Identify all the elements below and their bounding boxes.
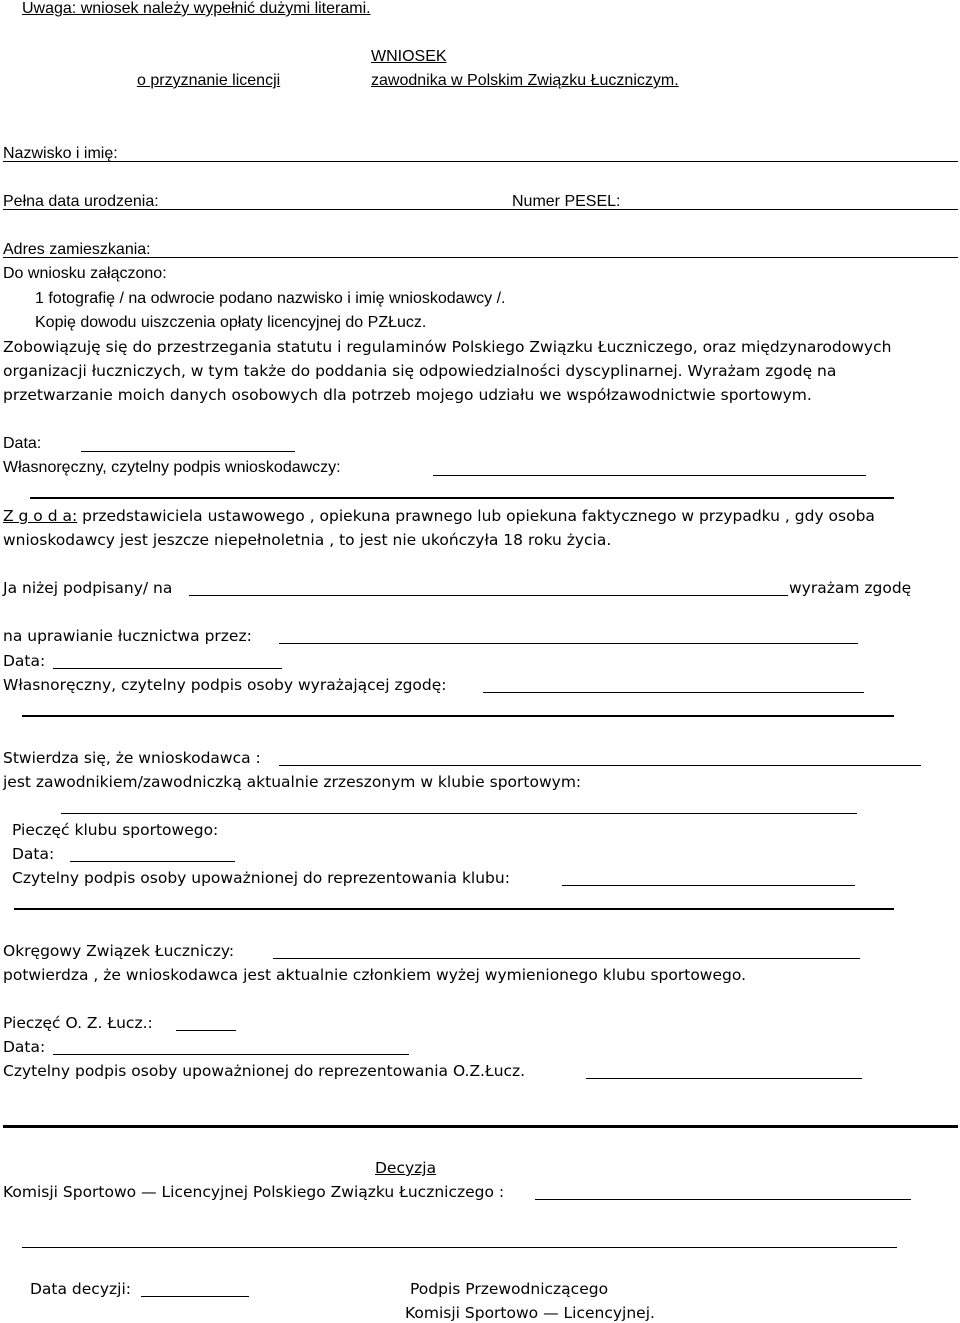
club-signature-field[interactable] — [562, 885, 855, 886]
form-title: WNIOSEK — [371, 48, 447, 65]
applicant-signature-field[interactable] — [433, 475, 866, 476]
commission-field[interactable] — [535, 1199, 911, 1200]
fill-notice: Uwaga: wniosek należy wypełnić dużymi literami. — [22, 0, 371, 17]
club-date-label: Data: — [12, 845, 55, 863]
agree-label: wyrażam zgodę — [789, 579, 912, 597]
club-signature-label: Czytelny podpis osoby upoważnionej do reprezentowania klubu: — [12, 869, 510, 887]
consent-line-2: wnioskodawcy jest jeszcze niepełnoletnia , to jest nie ukończyła 18 roku życia. — [3, 531, 612, 549]
form-subtitle-a: o przyznanie licencji — [137, 72, 281, 89]
birth-pesel-field[interactable] — [3, 209, 958, 210]
club-member-label: jest zawodnikiem/zawodniczką aktualnie zrzeszonym w klubie sportowym: — [3, 773, 582, 791]
name-field[interactable] — [3, 161, 958, 162]
form-subtitle-b: zawodnika w Polskim Związku Łuczniczym. — [371, 72, 679, 89]
section-divider — [14, 908, 894, 910]
attachment-photo: 1 fotografię / na odwrocie podano nazwisko i imię wnioskodawcy /. — [35, 290, 506, 307]
district-union-label: Okręgowy Związek Łuczniczy: — [3, 942, 235, 960]
section-divider — [3, 1125, 958, 1128]
guardian-label: Ja niżej podpisany/ na — [3, 579, 173, 597]
club-confirm-label: Stwierdza się, że wnioskodawca : — [3, 749, 261, 767]
declaration-line-2: organizacji łuczniczych, w tym także do poddania się odpowiedzialności dyscyplinarnej. Wyrażam zgodę na — [3, 362, 837, 380]
decision-heading: Decyzja — [375, 1159, 437, 1177]
decision-text-field[interactable] — [22, 1247, 897, 1248]
guardian-signature-field[interactable] — [483, 692, 864, 693]
applicant-confirm-field[interactable] — [279, 765, 921, 766]
applicant-signature-label: Własnoręczny, czytelny podpis wnioskodawczy: — [3, 459, 341, 476]
section-divider — [30, 497, 894, 499]
address-field[interactable] — [3, 257, 958, 258]
decision-date-label: Data decyzji: — [30, 1280, 131, 1298]
applicant-date-label: Data: — [3, 435, 42, 452]
guardian-date-label: Data: — [3, 652, 46, 670]
decision-date-field[interactable] — [141, 1296, 249, 1297]
district-signature-field[interactable] — [586, 1078, 862, 1079]
guardian-name-field[interactable] — [189, 595, 788, 596]
declaration-line-3: przetwarzanie moich danych osobowych dla potrzeb mojego udziału we współzawodnictwie sportowym. — [3, 386, 812, 404]
name-label: Nazwisko i imię: — [3, 145, 118, 162]
district-stamp-field[interactable] — [176, 1030, 236, 1031]
club-name-field[interactable] — [61, 813, 857, 814]
guardian-signature-label: Własnoręczny, czytelny podpis osoby wyrażającej zgodę: — [3, 676, 447, 694]
chair-commission-label: Komisji Sportowo — Licencyjnej. — [405, 1304, 655, 1322]
guardian-date-field[interactable] — [53, 668, 282, 669]
pesel-label: Numer PESEL: — [512, 193, 621, 210]
consent-heading: Z g o d a: — [3, 507, 78, 525]
chair-signature-label: Podpis Przewodniczącego — [410, 1280, 609, 1298]
district-date-field[interactable] — [53, 1054, 409, 1055]
club-date-field[interactable] — [70, 861, 235, 862]
consent-line-1 — [3, 507, 875, 525]
applicant-date-field[interactable] — [81, 451, 295, 452]
district-date-label: Data: — [3, 1038, 46, 1056]
consent-text: przedstawiciela ustawowego , opiekuna prawnego lub opiekuna faktycznego w przypadku , gdy osoba — [77, 507, 875, 525]
declaration-line-1: Zobowiązuję się do przestrzegania statutu i regulaminów Polskiego Związku Łuczniczego, oraz międzynarodowych — [3, 338, 892, 356]
club-stamp-label: Pieczęć klubu sportowego: — [12, 821, 219, 839]
commission-label: Komisji Sportowo — Licencyjnej Polskiego Związku Łuczniczego : — [3, 1183, 505, 1201]
district-signature-label: Czytelny podpis osoby upoważnionej do reprezentowania O.Z.Łucz. — [3, 1062, 526, 1080]
archery-person-field[interactable] — [279, 643, 858, 644]
archery-label: na uprawianie łucznictwa przez: — [3, 627, 252, 645]
district-confirm-text: potwierdza , że wnioskodawca jest aktualnie członkiem wyżej wymienionego klubu sportowego. — [3, 966, 747, 984]
section-divider — [22, 715, 894, 717]
birth-date-label: Pełna data urodzenia: — [3, 193, 159, 210]
address-label: Adres zamieszkania: — [3, 241, 151, 258]
attachment-payment: Kopię dowodu uiszczenia opłaty licencyjnej do PZŁucz. — [35, 314, 427, 331]
district-union-field[interactable] — [273, 958, 860, 959]
attachments-label: Do wniosku załączono: — [3, 265, 167, 282]
district-stamp-label: Pieczęć O. Z. Łucz.: — [3, 1014, 153, 1032]
